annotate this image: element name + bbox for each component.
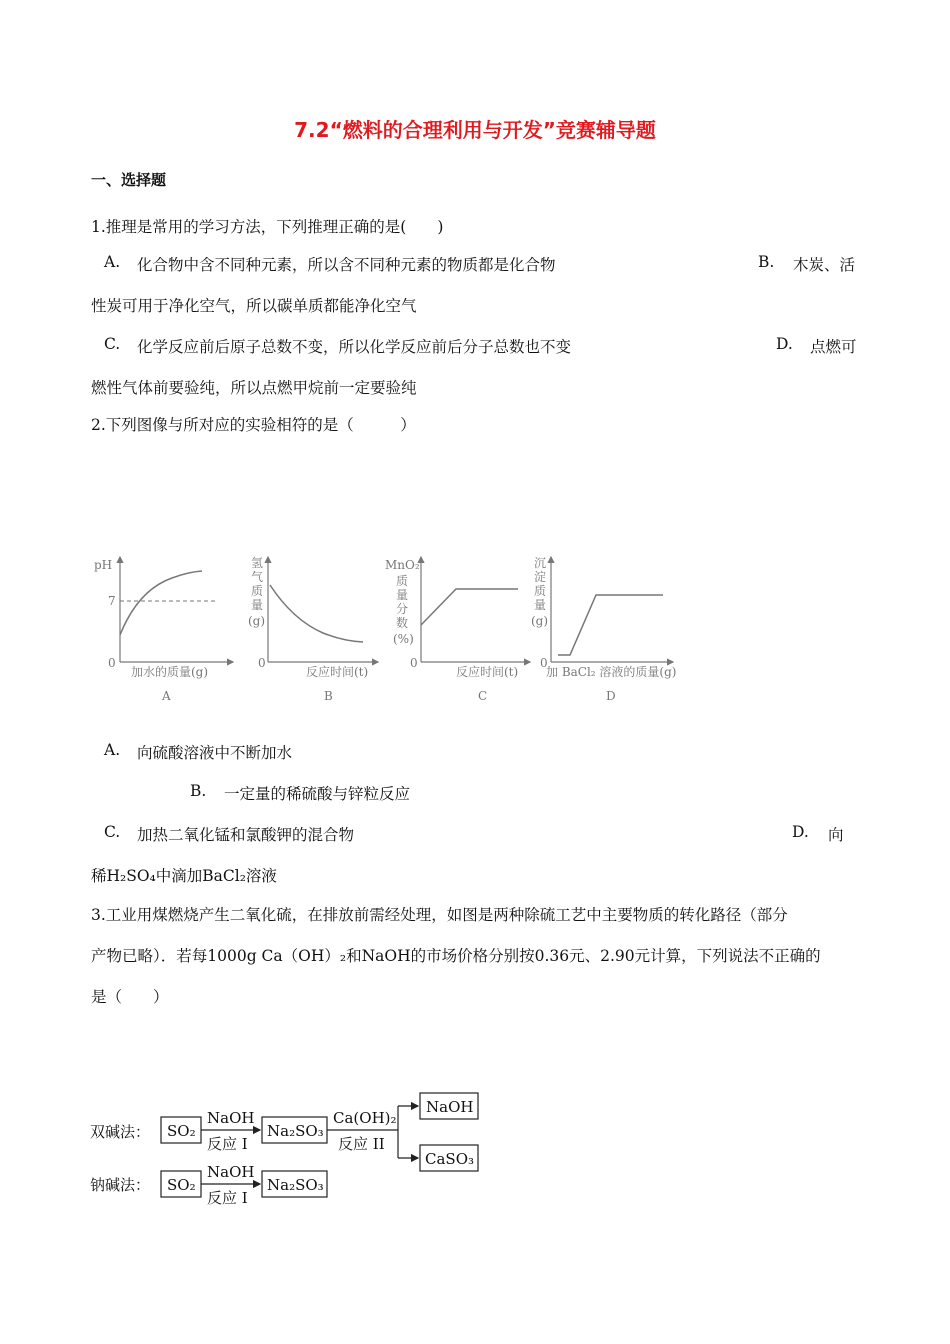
q2-option-b-text: 一定量的稀硫酸与锌粒反应 — [224, 785, 411, 803]
graph-c-xlabel: 反应时间(t) — [456, 665, 519, 679]
q3-process-diagram — [88, 1086, 488, 1216]
graph-c-ylabel-1: 质 — [396, 574, 409, 588]
q1-option-c-label: C. — [104, 335, 121, 353]
naoh-reagent-1: NaOH — [207, 1109, 255, 1127]
so2-text-1: SO₂ — [167, 1122, 196, 1140]
reaction-2-label: 反应 II — [338, 1135, 385, 1153]
caoh2-reagent: Ca(OH)₂ — [333, 1109, 397, 1127]
graph-d-xlabel: 加 BaCl₂ 溶液的质量(g) — [546, 665, 677, 679]
graph-c-ylabel-3: 分 — [396, 602, 409, 616]
caso3-product-text: CaSO₃ — [425, 1150, 475, 1168]
naoh-reagent-2: NaOH — [207, 1163, 255, 1181]
so2-text-2: SO₂ — [167, 1176, 196, 1194]
q2-option-c-text: 加热二氧化锰和氯酸钾的混合物 — [137, 826, 355, 844]
graph-b-ylabel-4: 量 — [251, 598, 264, 612]
q1-option-a-text: 化合物中含不同种元素，所以含不同种元素的物质都是化合物 — [137, 256, 556, 274]
graph-c-origin: 0 — [410, 656, 418, 670]
graph-a-letter: A — [162, 689, 171, 703]
q2-option-b-label: B. — [190, 782, 207, 800]
graph-b — [248, 556, 378, 703]
graph-b-xlabel: 反应时间(t) — [306, 665, 369, 679]
graph-a-xlabel: 加水的质量(g) — [131, 665, 209, 679]
q2-option-d-text-1: 向 — [828, 826, 844, 844]
q1-option-b-label: B. — [758, 253, 775, 271]
reaction-1-label-1: 反应 I — [207, 1135, 248, 1153]
graph-d-ylabel-2: 淀 — [534, 570, 547, 584]
graph-b-ylabel-1: 氢 — [251, 556, 264, 570]
q3-stem-line-1: 3.工业用煤燃烧产生二氧化硫，在排放前需经处理，如图是两种除硫工艺中主要物质的转化路径（部分 — [91, 906, 788, 924]
q3-stem-line-3: 是（ ） — [91, 988, 169, 1006]
graph-a-origin: 0 — [108, 656, 116, 670]
reaction-1-label-2: 反应 I — [207, 1189, 248, 1207]
q1-option-d-text-2: 燃性气体前要验纯，所以点燃甲烷前一定要验纯 — [91, 379, 417, 397]
graph-d-origin: 0 — [540, 656, 548, 670]
graph-d — [531, 556, 676, 703]
q1-option-b-text-1: 木炭、活 — [793, 256, 856, 274]
q1-option-a-label: A. — [104, 253, 121, 271]
naoh-product-text: NaOH — [426, 1098, 474, 1116]
graph-d-ylabel-1: 沉 — [534, 556, 547, 570]
page-title: 7.2“燃料的合理利用与开发”竞赛辅导题 — [294, 118, 656, 142]
graph-b-origin: 0 — [258, 656, 266, 670]
graph-b-ylabel-2: 气 — [251, 570, 264, 584]
graph-a — [94, 557, 233, 703]
graph-b-ylabel-3: 质 — [251, 584, 264, 598]
graph-c-ylabel-4: 数 — [396, 616, 409, 630]
q2-option-d-label: D. — [792, 823, 809, 841]
graph-d-letter: D — [606, 689, 616, 703]
q3-stem-line-2: 产物已略）．若每1000g Ca（OH）₂和NaOH的市场价格分别按0.36元、2.90元计算，下列说法不正确的 — [91, 947, 821, 965]
graph-a-tick-7: 7 — [108, 594, 116, 608]
graph-d-ylabel-5: (g) — [531, 614, 549, 628]
graph-c-letter: C — [478, 689, 488, 703]
q2-stem: 2.下列图像与所对应的实验相符的是（ ） — [91, 416, 416, 434]
q2-graphs-figure — [88, 545, 698, 715]
sodium-alkali-label: 钠碱法： — [90, 1176, 151, 1194]
q1-option-c-text: 化学反应前后原子总数不变，所以化学反应前后分子总数也不变 — [137, 338, 572, 356]
graph-b-ylabel-5: (g) — [248, 614, 266, 628]
q2-option-c-label: C. — [104, 823, 121, 841]
q2-option-a-text: 向硫酸溶液中不断加水 — [137, 744, 293, 762]
na2so3-text-1: Na₂SO₃ — [267, 1122, 324, 1140]
graph-b-letter: B — [324, 689, 333, 703]
graph-a-ylabel: pH — [94, 558, 113, 572]
na2so3-text-2: Na₂SO₃ — [267, 1176, 324, 1194]
q2-option-a-label: A. — [104, 741, 121, 759]
q1-option-b-text-2: 性炭可用于净化空气，所以碳单质都能净化空气 — [91, 297, 417, 315]
q1-option-d-label: D. — [776, 335, 793, 353]
graph-c-ylabel-2: 量 — [396, 588, 409, 602]
graph-c-ylabel-5: (%) — [393, 632, 414, 646]
q1-option-d-text-1: 点燃可 — [810, 338, 857, 356]
q1-stem: 1.推理是常用的学习方法，下列推理正确的是( ) — [91, 218, 444, 236]
graph-c-ylabel-top: MnO₂ — [385, 558, 420, 572]
section-heading: 一、选择题 — [91, 171, 167, 189]
graph-d-ylabel-3: 质 — [534, 584, 547, 598]
graph-d-ylabel-4: 量 — [534, 598, 547, 612]
double-alkali-label: 双碱法： — [90, 1123, 151, 1141]
graph-c — [385, 557, 530, 703]
q2-option-d-text-2: 稀H₂SO₄中滴加BaCl₂溶液 — [91, 867, 277, 885]
